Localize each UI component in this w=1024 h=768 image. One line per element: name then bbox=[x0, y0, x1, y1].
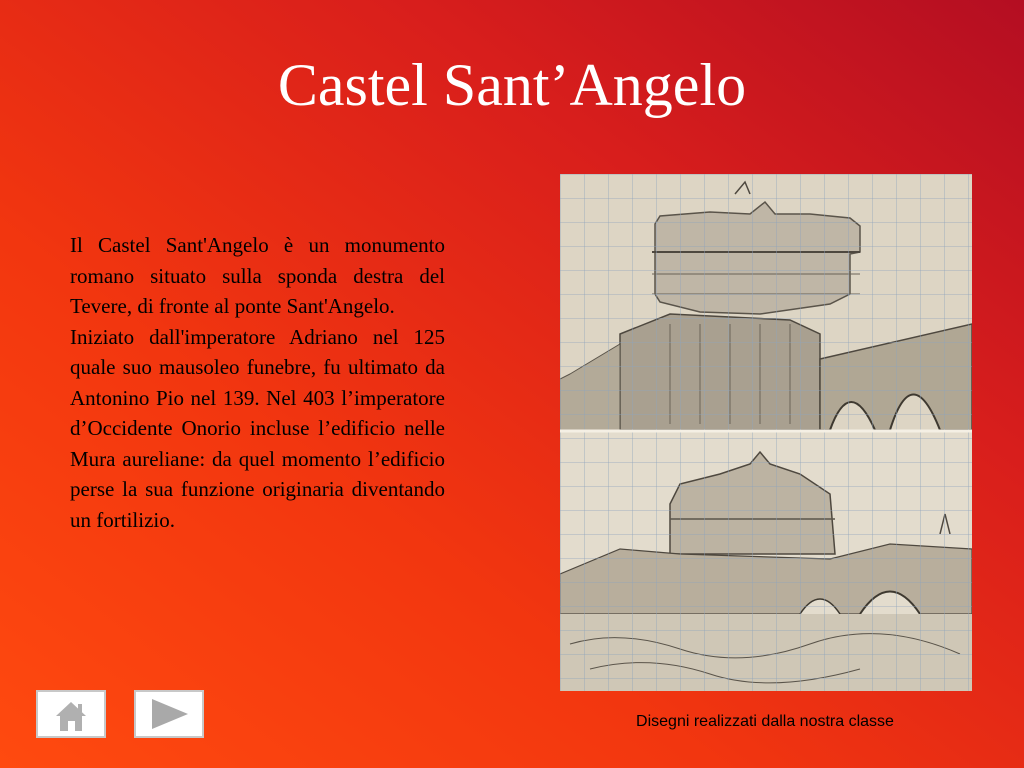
slide-title: Castel Sant’Angelo bbox=[277, 52, 747, 118]
castle-sketch-illustration bbox=[560, 174, 972, 691]
paragraph-history: Iniziato dall'imperatore Adriano nel 125 quale suo mausoleo funebre, fu ultimato da Antonino Pio nel 139. Nel 403 l’imperatore d’Occidente Onorio incluse l’edificio nelle Mura aureliane: da quel momento l’edificio perse la sua funzione originaria diventando un fortilizio. bbox=[70, 324, 445, 532]
play-next-icon bbox=[136, 692, 202, 736]
home-button[interactable] bbox=[36, 690, 106, 738]
paragraph-intro: Il Castel Sant'Angelo è un monumento romano situato sulla sponda destra del Tevere, di fronte al ponte Sant'Angelo. bbox=[70, 233, 445, 318]
next-slide-button[interactable] bbox=[134, 690, 204, 738]
castle-drawings-image bbox=[560, 174, 972, 691]
body-text bbox=[70, 230, 445, 535]
image-caption: Disegni realizzati dalla nostra classe bbox=[636, 713, 894, 730]
home-icon bbox=[38, 692, 104, 736]
